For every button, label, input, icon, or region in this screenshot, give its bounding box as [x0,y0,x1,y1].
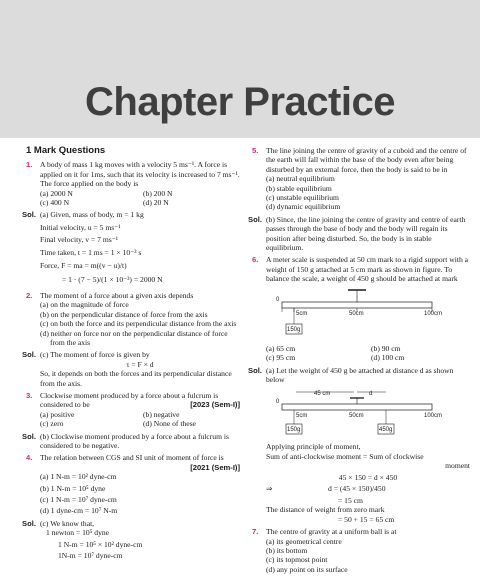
option: (d) 100 cm [371,353,405,363]
question-text: The relation between CGS and SI unit of moment of force is [40,453,224,463]
option: (b) on the perpendicular distance of force from the axis [40,309,208,319]
chapter-title: Chapter Practice [85,80,395,124]
solution-line: Initial velocity, u = 5 ms⁻¹ [40,222,121,232]
solution-label: Sol. [22,518,36,528]
right-column [248,146,470,574]
solution-line: Sum of anti-clockwise moment = Sum of clockwise [266,451,424,461]
question-text: A meter scale is suspended at 50 cm mark to a rigid support with a weight of 150 g attached at 5 cm mark as shown in figure. To balance the scale, a weight of 450 g should be attached at mark [266,255,469,284]
option: (d) 20 N [143,198,169,208]
option: (a) 2000 N [40,188,73,198]
solution-line: Force, F = ma = m((v − u)/t) [40,261,127,271]
solution-line: 45 × 150 = d × 450 [338,472,398,482]
exam-tag: [2023 (Sem-I)] [190,400,240,410]
question-text: A body of mass 1 kg moves with a velocity 5 ms⁻¹. A force is applied on it for 1ms, such that its velocity is increased to 7 ms⁻¹. The force applied on the body is [40,160,240,189]
weight-label: 450g [379,427,393,434]
option: (d) neither on force nor on the perpendicular distance of force from the axis [40,328,228,347]
option: (a) 65 cm [266,343,296,353]
solution-line: Applying principle of moment, [266,442,361,452]
option: (a) its geometrical centre [266,536,342,546]
option: (d) any point on its surface [266,564,348,574]
mark-label: 0 [276,399,280,406]
solution-line: d = (45 × 150)/450 [328,483,386,493]
option: (a) positive [40,409,75,419]
solution-line: 1N-m = 10⁷ dyne-cm [58,551,123,561]
solution-2 [22,350,240,388]
solution-label: Sol. [22,210,36,220]
option: (d) None of these [143,419,196,429]
option: (a) neutral equilibrium [266,174,335,184]
solution-line: (b) Clockwise moment produced by a force about a fulcrum is considered to be negative. [40,431,229,450]
question-number: 4. [26,453,33,463]
question-7 [252,527,470,574]
solution-3 [22,431,240,451]
option: (b) negative [143,409,180,419]
question-number: 7. [252,527,259,537]
solution-line: (a) Let the weight of 450 g be attached at distance d as shown below [266,365,454,384]
option: (b) stable equilibrium [266,183,332,193]
mark-label: 100cm [424,310,443,317]
solution-label: Sol. [248,214,262,224]
question-2 [26,291,240,347]
meter-scale-diagram [266,288,466,340]
solution-line: moment [445,461,470,471]
question-number: 3. [26,390,33,400]
solution-line: The distance of weight from zero mark [266,505,385,515]
solution-6 [248,365,470,525]
mark-label: 50cm [349,413,364,420]
solution-line: 1 N-m = 10⁵ × 10² dyne-cm [58,539,143,549]
option: (b) 1 N-m = 10⁵ dyne [40,483,106,493]
mark-label: 50cm [349,310,364,317]
solution-4 [22,518,240,561]
question-5 [252,146,470,212]
solution-line: Time taken, t = 1 ms = 1 × 10⁻³ s [40,247,142,257]
solution-line: (c) The moment of force is given by [40,350,150,360]
option: (c) on both the force and its perpendicular distance from the axis [40,319,237,329]
options [266,344,470,363]
solution-line: So, it depends on both the forces and its perpendicular distance from the axis. [40,369,232,388]
solution-line: = 1 · (7 − 5)/(1 × 10⁻³) = 2000 N [62,275,163,285]
mark-label: 5cm [296,310,308,317]
question-number: 1. [26,160,33,170]
solution-5 [248,214,470,253]
chapter-header [0,0,480,138]
question-4 [26,453,240,515]
question-text: Clockwise moment produced by a force about a fulcrum is considered to be [40,390,219,410]
solution-line: τ = F × d [126,359,154,369]
solution-line: (a) Given, mass of body, m = 1 kg [40,210,144,220]
option: (c) 400 N [40,198,70,208]
question-number: 2. [26,290,33,300]
weight-label: 150g [287,427,301,434]
question-6 [252,255,470,362]
solution-line: (b) Since, the line joining the centre of gravity and centre of earth passes through the base of body and the body will regain its position after being disturbed. So, the body is in stable equilibrium. [266,214,466,253]
options [40,410,240,429]
question-3 [26,391,240,429]
option: (c) unstable equilibrium [266,193,339,203]
solution-line: (c) We know that, [40,518,95,528]
option: (a) on the magnitude of force [40,300,129,310]
exam-tag: [2021 (Sem-I)] [190,462,240,472]
solution-1 [22,210,240,285]
option: (c) zero [40,419,64,429]
balanced-scale-diagram [266,388,466,438]
option: (c) 1 N-m = 10⁷ dyne-cm [40,495,117,504]
mark-label: 0 [276,296,280,303]
option: (c) 95 cm [266,353,296,363]
mark-label: 5cm [296,413,308,420]
question-number: 6. [252,255,259,265]
option: (d) 1 dyne-cm = 10⁷ N-m [40,506,118,516]
section-heading: 1 Mark Questions [26,145,106,156]
weight-label: 150g [287,326,301,333]
distance-label: 45 cm [314,391,331,398]
solution-line: 1 newton = 10⁵ dyne [46,528,110,538]
distance-label: d [369,391,373,398]
option: (b) 200 N [143,188,173,198]
solution-label: Sol. [248,365,262,375]
mark-label: 100cm [424,413,443,420]
option: (c) its topmost point [266,555,328,565]
solution-line: = 15 cm [338,495,363,505]
implies-symbol: ⇒ [266,483,273,493]
solution-line: = 50 + 15 = 65 cm [338,514,395,524]
meter-scale [282,404,432,410]
question-1 [26,160,240,207]
question-text: The line joining the centre of gravity of a cuboid and the centre of the earth will fall within the base of the body even after being disturbed by an external force, then the body is said to be in [266,146,467,174]
meter-scale [282,302,432,308]
option: (b) its bottom [266,545,308,555]
solution-label: Sol. [22,350,36,360]
options [40,189,240,208]
question-text: The moment of a force about a given axis depends [40,290,194,300]
solution-line: Final velocity, v = 7 ms⁻¹ [40,235,118,245]
option: (d) dynamic equilibrium [266,202,341,212]
option: (b) 90 cm [371,343,401,353]
question-text: The centre of gravity at a uniform ball is at [266,527,397,537]
solution-row [266,484,470,494]
question-number: 5. [252,146,259,155]
left-column [22,145,240,561]
option: (a) 1 N-m = 10² dyne-cm [40,472,117,482]
solution-label: Sol. [22,431,36,441]
